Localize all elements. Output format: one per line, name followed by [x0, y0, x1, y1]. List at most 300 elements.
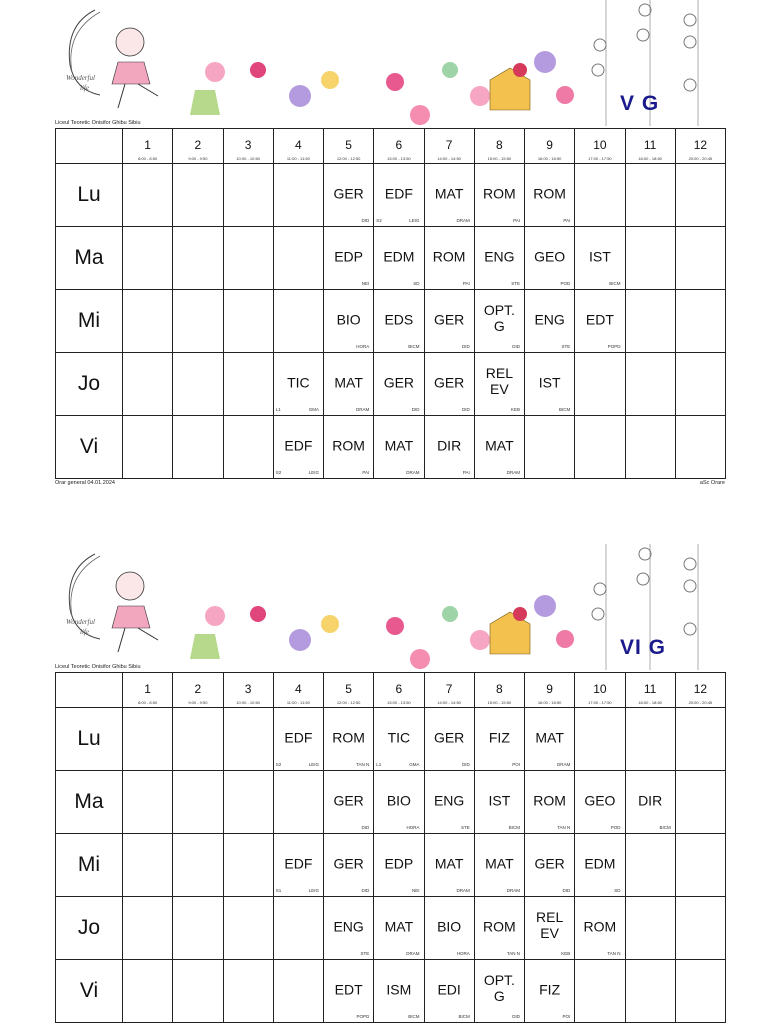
svg-text:life: life: [80, 84, 89, 92]
lesson-cell: [625, 290, 675, 353]
lesson-cell: [123, 164, 173, 227]
lesson-cell: [575, 353, 625, 416]
teacher-code: STE: [511, 281, 520, 286]
group-code: L1: [275, 407, 281, 412]
period-time: 10:00 - 10:50: [236, 700, 260, 705]
period-time: 17:00 - 17:50: [588, 700, 612, 705]
teacher-code: POI: [512, 762, 520, 767]
lesson-cell: [575, 834, 625, 897]
timetable: [55, 672, 726, 1023]
subject: MAT: [535, 729, 564, 746]
lesson-cell: [173, 353, 223, 416]
subject: MAT: [334, 374, 363, 391]
day-label: Jo: [56, 353, 123, 416]
subject: BIO: [386, 792, 411, 809]
lesson-cell: [324, 771, 374, 834]
lesson-cell: [374, 897, 424, 960]
lesson-cell: [575, 897, 625, 960]
lesson-cell: [424, 834, 474, 897]
period-header: [625, 673, 675, 708]
lesson-cell: [474, 897, 524, 960]
period-number: 8: [496, 682, 503, 696]
teacher-code: LEIG: [308, 888, 319, 893]
teacher-code: DID: [361, 825, 370, 830]
subject: EDM: [584, 855, 616, 872]
lesson-cell: [625, 771, 675, 834]
subject: ENG: [484, 248, 515, 265]
lesson-cell: [273, 227, 323, 290]
period-header: [173, 673, 223, 708]
lesson-cell: [173, 290, 223, 353]
svg-text:life: life: [80, 628, 89, 636]
period-number: 1: [144, 138, 151, 152]
lesson-cell: [675, 290, 725, 353]
lesson-cell: [324, 708, 374, 771]
lesson-cell: [123, 897, 173, 960]
lesson-cell: [424, 960, 474, 1023]
day-row: [56, 834, 726, 897]
period-header: [123, 129, 173, 164]
day-label: Vi: [56, 960, 123, 1023]
day-row: [56, 290, 726, 353]
teacher-code: DID: [512, 1014, 520, 1019]
subject: ISM: [386, 981, 412, 998]
school-name: Liceul Teoretic Onisifor Ghibu Sibiu: [55, 664, 141, 670]
period-time: 11:00 - 11:50: [286, 156, 310, 161]
period-number: 10: [593, 682, 607, 696]
subject: GER: [433, 311, 465, 328]
lesson-cell: [625, 834, 675, 897]
lesson-cell: [675, 353, 725, 416]
class-name: V G: [620, 92, 660, 115]
period-header: [173, 129, 223, 164]
subject: EDF: [284, 437, 313, 454]
subject: IST: [588, 248, 611, 265]
period-number: 2: [194, 682, 202, 696]
corner-cell: [56, 129, 123, 164]
lesson-cell: [675, 897, 725, 960]
lesson-cell: [324, 416, 374, 479]
lesson-cell: [525, 960, 575, 1023]
lesson-cell: [223, 960, 273, 1023]
teacher-code: DRAM: [506, 470, 520, 475]
period-number: 12: [693, 138, 708, 152]
period-header: [123, 673, 173, 708]
period-time: 8:00 - 8:50: [138, 700, 158, 705]
lesson-cell: [424, 290, 474, 353]
period-header: [424, 673, 474, 708]
period-number: 2: [194, 138, 202, 152]
lesson-cell: [474, 416, 524, 479]
day-row: [56, 416, 726, 479]
corner-cell: [56, 673, 123, 708]
subject: ROM: [533, 792, 566, 809]
lesson-cell: [123, 834, 173, 897]
lesson-cell: [273, 164, 323, 227]
lesson-cell: [273, 960, 323, 1023]
lesson-cell: [474, 227, 524, 290]
period-time: 18:00 - 18:50: [638, 156, 662, 161]
lesson-cell: [625, 897, 675, 960]
teacher-code: DID: [512, 344, 520, 349]
lesson-cell: [173, 960, 223, 1023]
timetable: [55, 128, 726, 479]
lesson-cell: [173, 771, 223, 834]
lesson-cell: [525, 416, 575, 479]
subject: MAT: [485, 437, 514, 454]
lesson-cell: [273, 834, 323, 897]
period-time: 16:00 - 16:50: [537, 156, 562, 161]
period-time: 20:00 - 20:45: [688, 700, 713, 705]
lesson-cell: [324, 353, 374, 416]
teacher-code: TAN N: [506, 951, 520, 956]
lesson-cell: [324, 290, 374, 353]
subject: MAT: [384, 437, 414, 454]
period-time: 16:00 - 16:50: [537, 700, 562, 705]
period-number: 12: [693, 682, 708, 696]
subject: EDI: [437, 981, 461, 998]
period-header: [625, 129, 675, 164]
teacher-code: PAI: [362, 470, 370, 475]
timetable-page-1: [0, 0, 768, 490]
teacher-code: DID: [361, 888, 370, 893]
day-label: Jo: [56, 897, 123, 960]
period-time: 14:00 - 14:50: [437, 156, 461, 161]
lesson-cell: [173, 416, 223, 479]
subject: EDT: [585, 311, 614, 328]
lesson-cell: [223, 353, 273, 416]
lesson-cell: [223, 708, 273, 771]
period-time: 8:00 - 8:50: [138, 156, 158, 161]
lesson-cell: [223, 164, 273, 227]
period-number: 9: [546, 138, 553, 152]
subject: GER: [433, 374, 465, 391]
group-code: S1: [275, 888, 282, 893]
lesson-cell: [374, 353, 424, 416]
teacher-code: BICM: [659, 825, 671, 830]
lesson-cell: [374, 227, 424, 290]
lesson-cell: [374, 164, 424, 227]
lesson-cell: [474, 834, 524, 897]
lesson-cell: [324, 834, 374, 897]
period-number: 11: [643, 138, 657, 152]
subject: ENG: [433, 792, 465, 809]
period-number: 4: [295, 682, 302, 696]
subject: GER: [433, 729, 465, 746]
subject: GER: [333, 792, 364, 809]
lesson-cell: [675, 771, 725, 834]
lesson-cell: [424, 897, 474, 960]
subject: GEO: [534, 248, 566, 265]
subject: ENG: [534, 311, 565, 328]
lesson-cell: [173, 834, 223, 897]
subject: ROM: [533, 185, 566, 202]
subject: GER: [534, 855, 565, 872]
footer-date: Orar general 04.01.2024: [55, 480, 115, 486]
lesson-cell: [474, 960, 524, 1023]
lesson-cell: [374, 960, 424, 1023]
lesson-cell: [123, 771, 173, 834]
lesson-cell: [123, 960, 173, 1023]
teacher-code: BICM: [508, 825, 520, 830]
teacher-code: HORA: [406, 825, 420, 830]
footer-software: aSc Orare: [699, 480, 725, 486]
period-header: [223, 129, 273, 164]
lesson-cell: [424, 416, 474, 479]
teacher-code: POI: [562, 1014, 571, 1019]
lesson-cell: [273, 708, 323, 771]
subject: DIR: [437, 437, 462, 454]
subject: MAT: [434, 185, 464, 202]
subject: ROM: [583, 918, 617, 935]
lesson-cell: [575, 416, 625, 479]
lesson-cell: [424, 353, 474, 416]
svg-text:Wonderful: Wonderful: [66, 618, 95, 626]
teacher-code: DRAM: [406, 951, 420, 956]
period-number: 3: [244, 138, 252, 152]
teacher-code: GMA: [308, 407, 319, 412]
group-code: L1: [376, 762, 382, 767]
period-number: 5: [345, 682, 352, 696]
lesson-cell: [123, 708, 173, 771]
subject: EDP: [384, 855, 414, 872]
lesson-cell: [173, 897, 223, 960]
lesson-cell: [525, 708, 575, 771]
teacher-code: POPD: [607, 344, 621, 349]
teacher-code: LEIG: [308, 470, 319, 475]
subject: ROM: [483, 185, 516, 202]
lesson-cell: [525, 353, 575, 416]
girl-illustration: [66, 10, 158, 108]
teacher-code: LEIG: [308, 762, 319, 767]
subject: GEO: [584, 792, 616, 809]
teacher-code: DRAM: [406, 470, 420, 475]
teacher-code: BICM: [458, 1014, 470, 1019]
lesson-cell: [424, 771, 474, 834]
teacher-code: KEB: [561, 951, 571, 956]
lesson-cell: [525, 164, 575, 227]
teacher-code: TAN N: [607, 951, 621, 956]
period-header: [525, 673, 575, 708]
lesson-cell: [223, 227, 273, 290]
period-time: 9:00 - 9:50: [188, 156, 208, 161]
lesson-cell: [223, 290, 273, 353]
period-number: 5: [345, 138, 352, 152]
subject: DIR: [638, 792, 663, 809]
lesson-cell: [273, 290, 323, 353]
group-code: S2: [275, 762, 282, 767]
period-number: 10: [593, 138, 607, 152]
period-number: 7: [445, 138, 453, 152]
lesson-cell: [173, 708, 223, 771]
day-row: [56, 771, 726, 834]
period-time: 9:00 - 9:50: [188, 700, 208, 705]
lesson-cell: [525, 771, 575, 834]
school-name: Liceul Teoretic Onisifor Ghibu Sibiu: [55, 120, 141, 126]
subject: OPT. G: [483, 971, 515, 1004]
svg-text:Wonderful: Wonderful: [66, 74, 95, 82]
flower-banner: [182, 595, 577, 669]
lesson-cell: [474, 353, 524, 416]
lesson-cell: [223, 416, 273, 479]
lesson-cell: [123, 353, 173, 416]
subject: REL EV: [536, 908, 564, 941]
day-row: [56, 708, 726, 771]
teacher-code: BICM: [559, 407, 571, 412]
teacher-code: TAN N: [356, 762, 370, 767]
period-time: 14:00 - 14:50: [437, 700, 461, 705]
period-header: [223, 673, 273, 708]
day-label: Mi: [56, 834, 123, 897]
lesson-cell: [675, 960, 725, 1023]
lesson-cell: [474, 771, 524, 834]
group-code: S2: [376, 218, 382, 223]
teacher-code: SD: [614, 888, 621, 893]
subject: EDF: [384, 185, 413, 202]
teacher-code: DRAM: [557, 762, 571, 767]
day-row: [56, 227, 726, 290]
teacher-code: STE: [460, 825, 470, 830]
period-time: 10:00 - 10:50: [236, 156, 260, 161]
teacher-code: DRAM: [456, 218, 470, 223]
day-row: [56, 960, 726, 1023]
lesson-cell: [474, 708, 524, 771]
period-time: 13:00 - 13:50: [387, 156, 411, 161]
day-row: [56, 164, 726, 227]
lesson-cell: [525, 227, 575, 290]
teacher-code: KEB: [510, 407, 520, 412]
lesson-cell: [525, 897, 575, 960]
lesson-cell: [374, 416, 424, 479]
lesson-cell: [324, 897, 374, 960]
lesson-cell: [273, 771, 323, 834]
period-number: 3: [244, 682, 252, 696]
lesson-cell: [123, 416, 173, 479]
period-number: 7: [445, 682, 453, 696]
period-time: 20:00 - 20:45: [688, 156, 713, 161]
day-label: Ma: [56, 227, 123, 290]
lesson-cell: [675, 416, 725, 479]
subject: IST: [488, 792, 511, 809]
subject: EDF: [284, 729, 313, 746]
period-header-row: [56, 673, 726, 708]
subject: GER: [383, 374, 415, 391]
day-label: Vi: [56, 416, 123, 479]
period-number: 11: [643, 682, 657, 696]
subject: FIZ: [539, 981, 561, 998]
subject: EDP: [334, 248, 364, 265]
timetable-page-2: [0, 544, 768, 1034]
subject: BIO: [336, 311, 361, 328]
day-row: [56, 353, 726, 416]
lesson-cell: [625, 164, 675, 227]
subject: BIO: [437, 918, 462, 935]
teacher-code: TAN N: [557, 825, 571, 830]
period-header: [273, 129, 323, 164]
subject: FIZ: [488, 729, 510, 746]
class-name: VI G: [620, 636, 667, 659]
period-time: 18:00 - 18:50: [638, 700, 662, 705]
period-header: [675, 673, 725, 708]
subject: OPT. G: [483, 301, 515, 334]
subject: EDM: [383, 248, 415, 265]
lesson-cell: [424, 164, 474, 227]
flower-banner: [182, 51, 577, 125]
lesson-cell: [474, 290, 524, 353]
teacher-code: PAI: [513, 218, 520, 223]
teacher-code: HORA: [356, 344, 370, 349]
teacher-code: POD: [610, 825, 621, 830]
lesson-cell: [273, 353, 323, 416]
lesson-cell: [123, 290, 173, 353]
period-header: [374, 673, 424, 708]
teacher-code: DID: [411, 407, 420, 412]
period-header: [575, 673, 625, 708]
lesson-cell: [575, 708, 625, 771]
subject: EDT: [334, 981, 363, 998]
period-time: 15:00 - 15:50: [487, 156, 512, 161]
subject: ENG: [333, 918, 364, 935]
period-time: 12:00 - 12:50: [336, 156, 361, 161]
teacher-code: BICM: [609, 281, 621, 286]
girl-illustration: [66, 554, 158, 652]
period-header: [474, 129, 524, 164]
lesson-cell: [525, 834, 575, 897]
subject: GER: [333, 855, 364, 872]
subject: EDS: [384, 311, 414, 328]
period-time: 11:00 - 11:50: [286, 700, 310, 705]
lesson-cell: [273, 416, 323, 479]
lesson-cell: [324, 164, 374, 227]
period-number: 6: [395, 682, 403, 696]
period-time: 13:00 - 13:50: [387, 700, 411, 705]
lesson-cell: [675, 164, 725, 227]
teacher-code: DRAM: [506, 888, 520, 893]
lesson-cell: [575, 960, 625, 1023]
teacher-code: DID: [361, 218, 370, 223]
day-label: Ma: [56, 771, 123, 834]
lesson-cell: [223, 897, 273, 960]
teacher-code: SD: [413, 281, 420, 286]
period-number: 6: [395, 138, 403, 152]
lesson-cell: [625, 227, 675, 290]
period-time: 15:00 - 15:50: [487, 700, 512, 705]
teacher-code: BICM: [408, 344, 420, 349]
lesson-cell: [223, 771, 273, 834]
period-number: 8: [496, 138, 503, 152]
lesson-cell: [374, 771, 424, 834]
teacher-code: DID: [462, 344, 470, 349]
teacher-code: POPD: [356, 1014, 370, 1019]
subject: MAT: [485, 855, 514, 872]
teacher-code: DRAM: [356, 407, 370, 412]
subject: ROM: [432, 248, 466, 265]
subject: TIC: [287, 374, 310, 391]
teacher-code: LEIG: [409, 218, 420, 223]
day-row: [56, 897, 726, 960]
day-label: Lu: [56, 708, 123, 771]
period-number: 4: [295, 138, 302, 152]
period-number: 9: [546, 682, 553, 696]
period-header: [324, 129, 374, 164]
period-header: [374, 129, 424, 164]
lesson-cell: [324, 227, 374, 290]
subject: EDF: [284, 855, 313, 872]
teacher-code: DRAM: [456, 888, 470, 893]
lesson-cell: [123, 227, 173, 290]
subject: REL EV: [485, 364, 513, 397]
period-header: [273, 673, 323, 708]
